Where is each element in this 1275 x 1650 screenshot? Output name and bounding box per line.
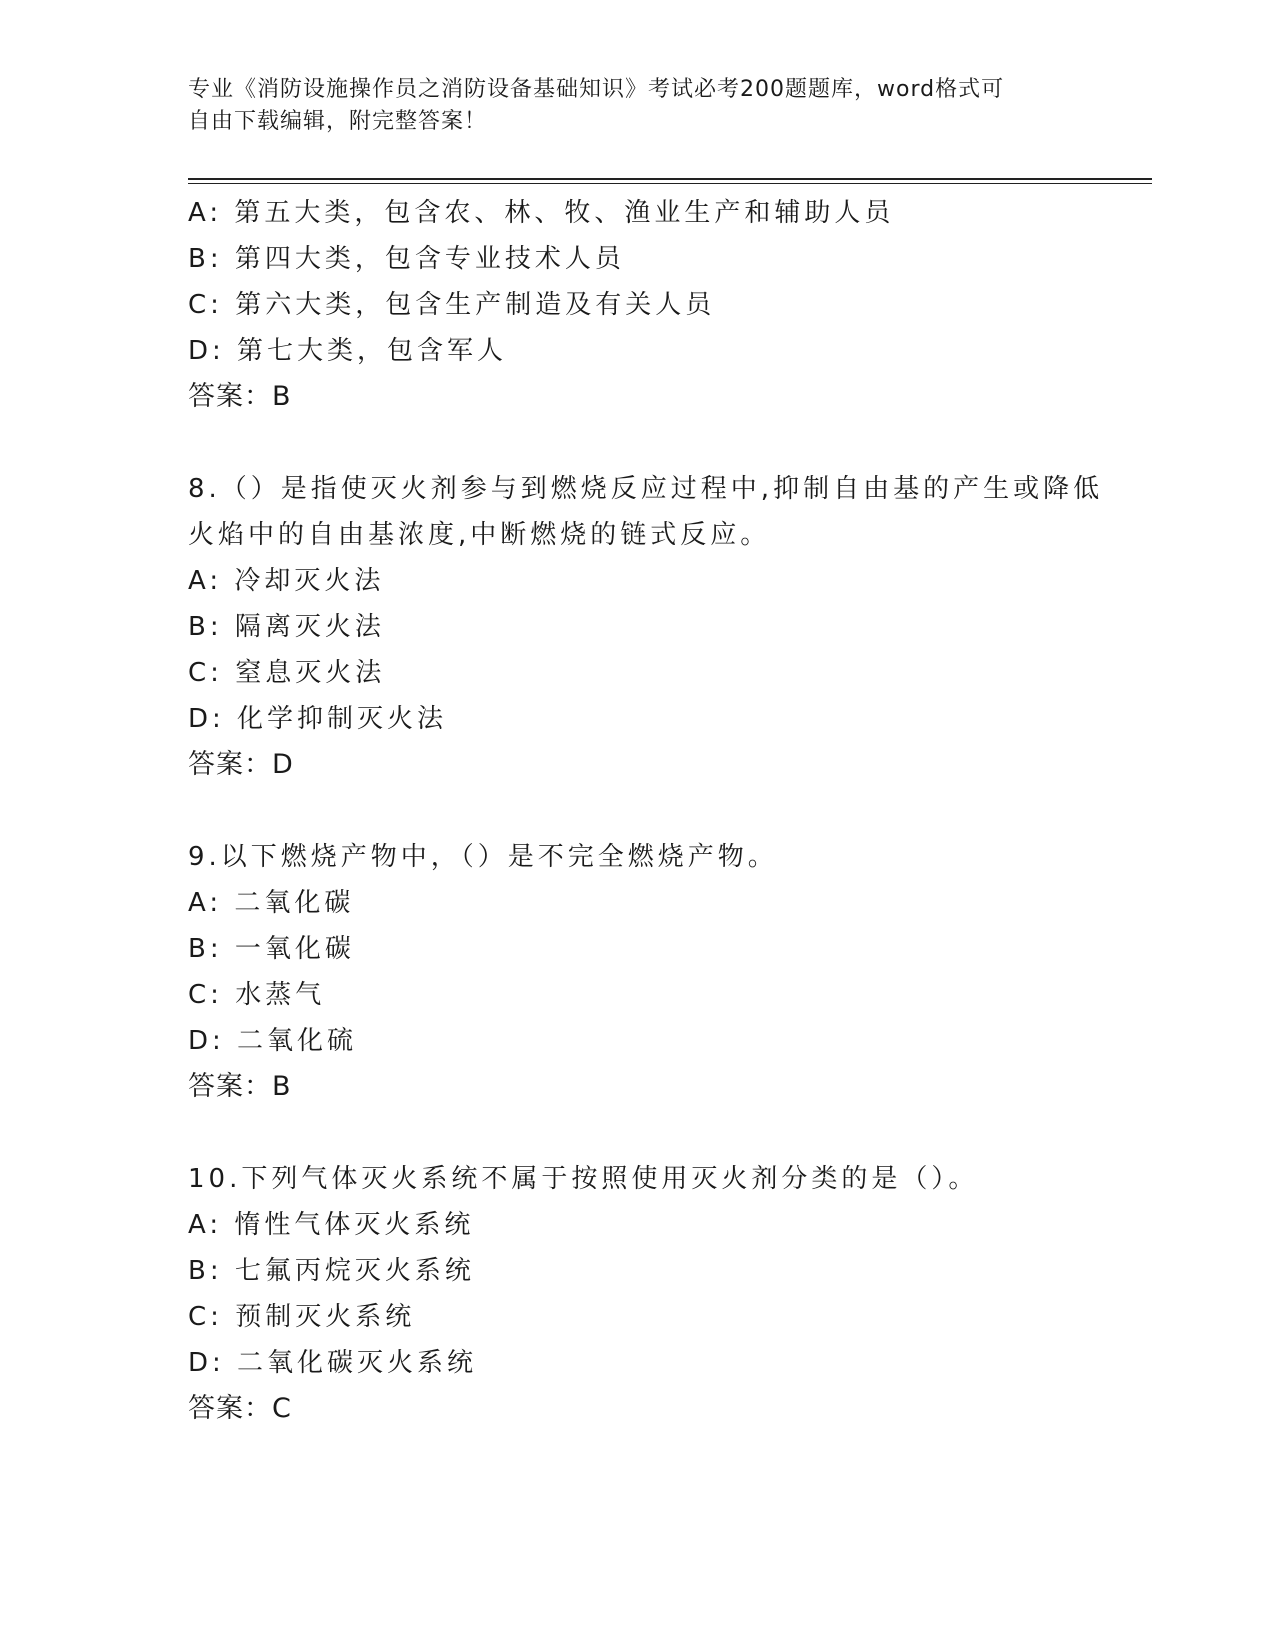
answer-line xyxy=(188,374,1088,420)
option-item xyxy=(188,650,1088,696)
option-text: 第六大类，包含生产制造及有关人员 xyxy=(235,290,716,320)
question-stem: 10.下列气体灭火系统不属于按照使用灭火剂分类的是（）。 xyxy=(188,1164,979,1194)
answer-value: C xyxy=(272,1393,292,1424)
option-letter: A: xyxy=(188,566,223,596)
option-letter: C: xyxy=(188,1302,223,1332)
question-block xyxy=(188,190,1088,420)
option-text: 第五大类，包含农、林、牧、渔业生产和辅助人员 xyxy=(234,198,895,228)
option-letter: D: xyxy=(188,1348,225,1378)
option-item xyxy=(188,558,1088,604)
option-letter: D: xyxy=(188,704,225,734)
question-stem: 9.以下燃烧产物中，（）是不完全燃烧产物。 xyxy=(188,842,778,872)
option-letter: D: xyxy=(188,336,225,366)
option-letter: B: xyxy=(188,1256,223,1286)
option-text: 第七大类，包含军人 xyxy=(237,336,508,366)
option-letter: B: xyxy=(188,244,223,274)
option-item xyxy=(188,604,1088,650)
option-text: 第四大类，包含专业技术人员 xyxy=(234,244,625,274)
option-text: 七氟丙烷灭火系统 xyxy=(234,1256,475,1286)
option-item xyxy=(188,1248,1088,1294)
option-item xyxy=(188,190,1088,236)
option-text: 一氧化碳 xyxy=(234,934,355,964)
question-block xyxy=(188,834,1088,1110)
header-line-1: 专业《消防设施操作员之消防设备基础知识》考试必考200题题库，word格式可 xyxy=(188,77,1005,102)
option-letter: B: xyxy=(188,612,223,642)
option-text: 二氧化硫 xyxy=(237,1026,358,1056)
option-letter: A: xyxy=(188,888,223,918)
option-item xyxy=(188,328,1088,374)
question-stem: 火焰中的自由基浓度,中断燃烧的链式反应。 xyxy=(188,520,771,550)
answer-label: 答案： xyxy=(188,1393,272,1424)
option-letter: A: xyxy=(188,198,223,228)
option-item xyxy=(188,1202,1088,1248)
option-item xyxy=(188,972,1088,1018)
option-text: 化学抑制灭火法 xyxy=(237,704,448,734)
option-letter: D: xyxy=(188,1026,225,1056)
answer-value: D xyxy=(272,749,294,780)
option-letter: A: xyxy=(188,1210,223,1240)
question-list xyxy=(188,190,1104,1432)
answer-label: 答案： xyxy=(188,1071,272,1102)
answer-line xyxy=(188,742,1088,788)
option-text: 二氧化碳灭火系统 xyxy=(237,1348,478,1378)
option-item xyxy=(188,1018,1088,1064)
answer-value: B xyxy=(272,1071,292,1102)
answer-label: 答案： xyxy=(188,381,272,412)
option-letter: B: xyxy=(188,934,223,964)
answer-label: 答案： xyxy=(188,749,272,780)
question-stem: 8.（）是指使灭火剂参与到燃烧反应过程中,抑制自由基的产生或降低 xyxy=(188,474,1104,504)
option-item xyxy=(188,236,1088,282)
option-item xyxy=(188,1294,1088,1340)
option-item xyxy=(188,1340,1088,1386)
header-divider xyxy=(188,178,1152,180)
option-text: 惰性气体灭火系统 xyxy=(234,1210,475,1240)
option-letter: C: xyxy=(188,290,223,320)
option-text: 二氧化碳 xyxy=(234,888,355,918)
option-item xyxy=(188,926,1088,972)
option-item xyxy=(188,880,1088,926)
option-item xyxy=(188,696,1088,742)
option-text: 水蒸气 xyxy=(235,980,326,1010)
option-item xyxy=(188,282,1088,328)
answer-value: B xyxy=(272,381,292,412)
question-block xyxy=(188,466,1104,788)
header-divider-thin xyxy=(188,183,1152,184)
option-letter: C: xyxy=(188,658,223,688)
header-line-2: 自由下载编辑，附完整答案！ xyxy=(188,109,488,134)
option-text: 隔离灭火法 xyxy=(234,612,385,642)
option-text: 窒息灭火法 xyxy=(235,658,386,688)
answer-line xyxy=(188,1064,1088,1110)
document-header xyxy=(188,74,1068,138)
option-text: 冷却灭火法 xyxy=(234,566,385,596)
option-text: 预制灭火系统 xyxy=(235,1302,416,1332)
option-letter: C: xyxy=(188,980,223,1010)
question-block xyxy=(188,1156,1088,1432)
answer-line xyxy=(188,1386,1088,1432)
